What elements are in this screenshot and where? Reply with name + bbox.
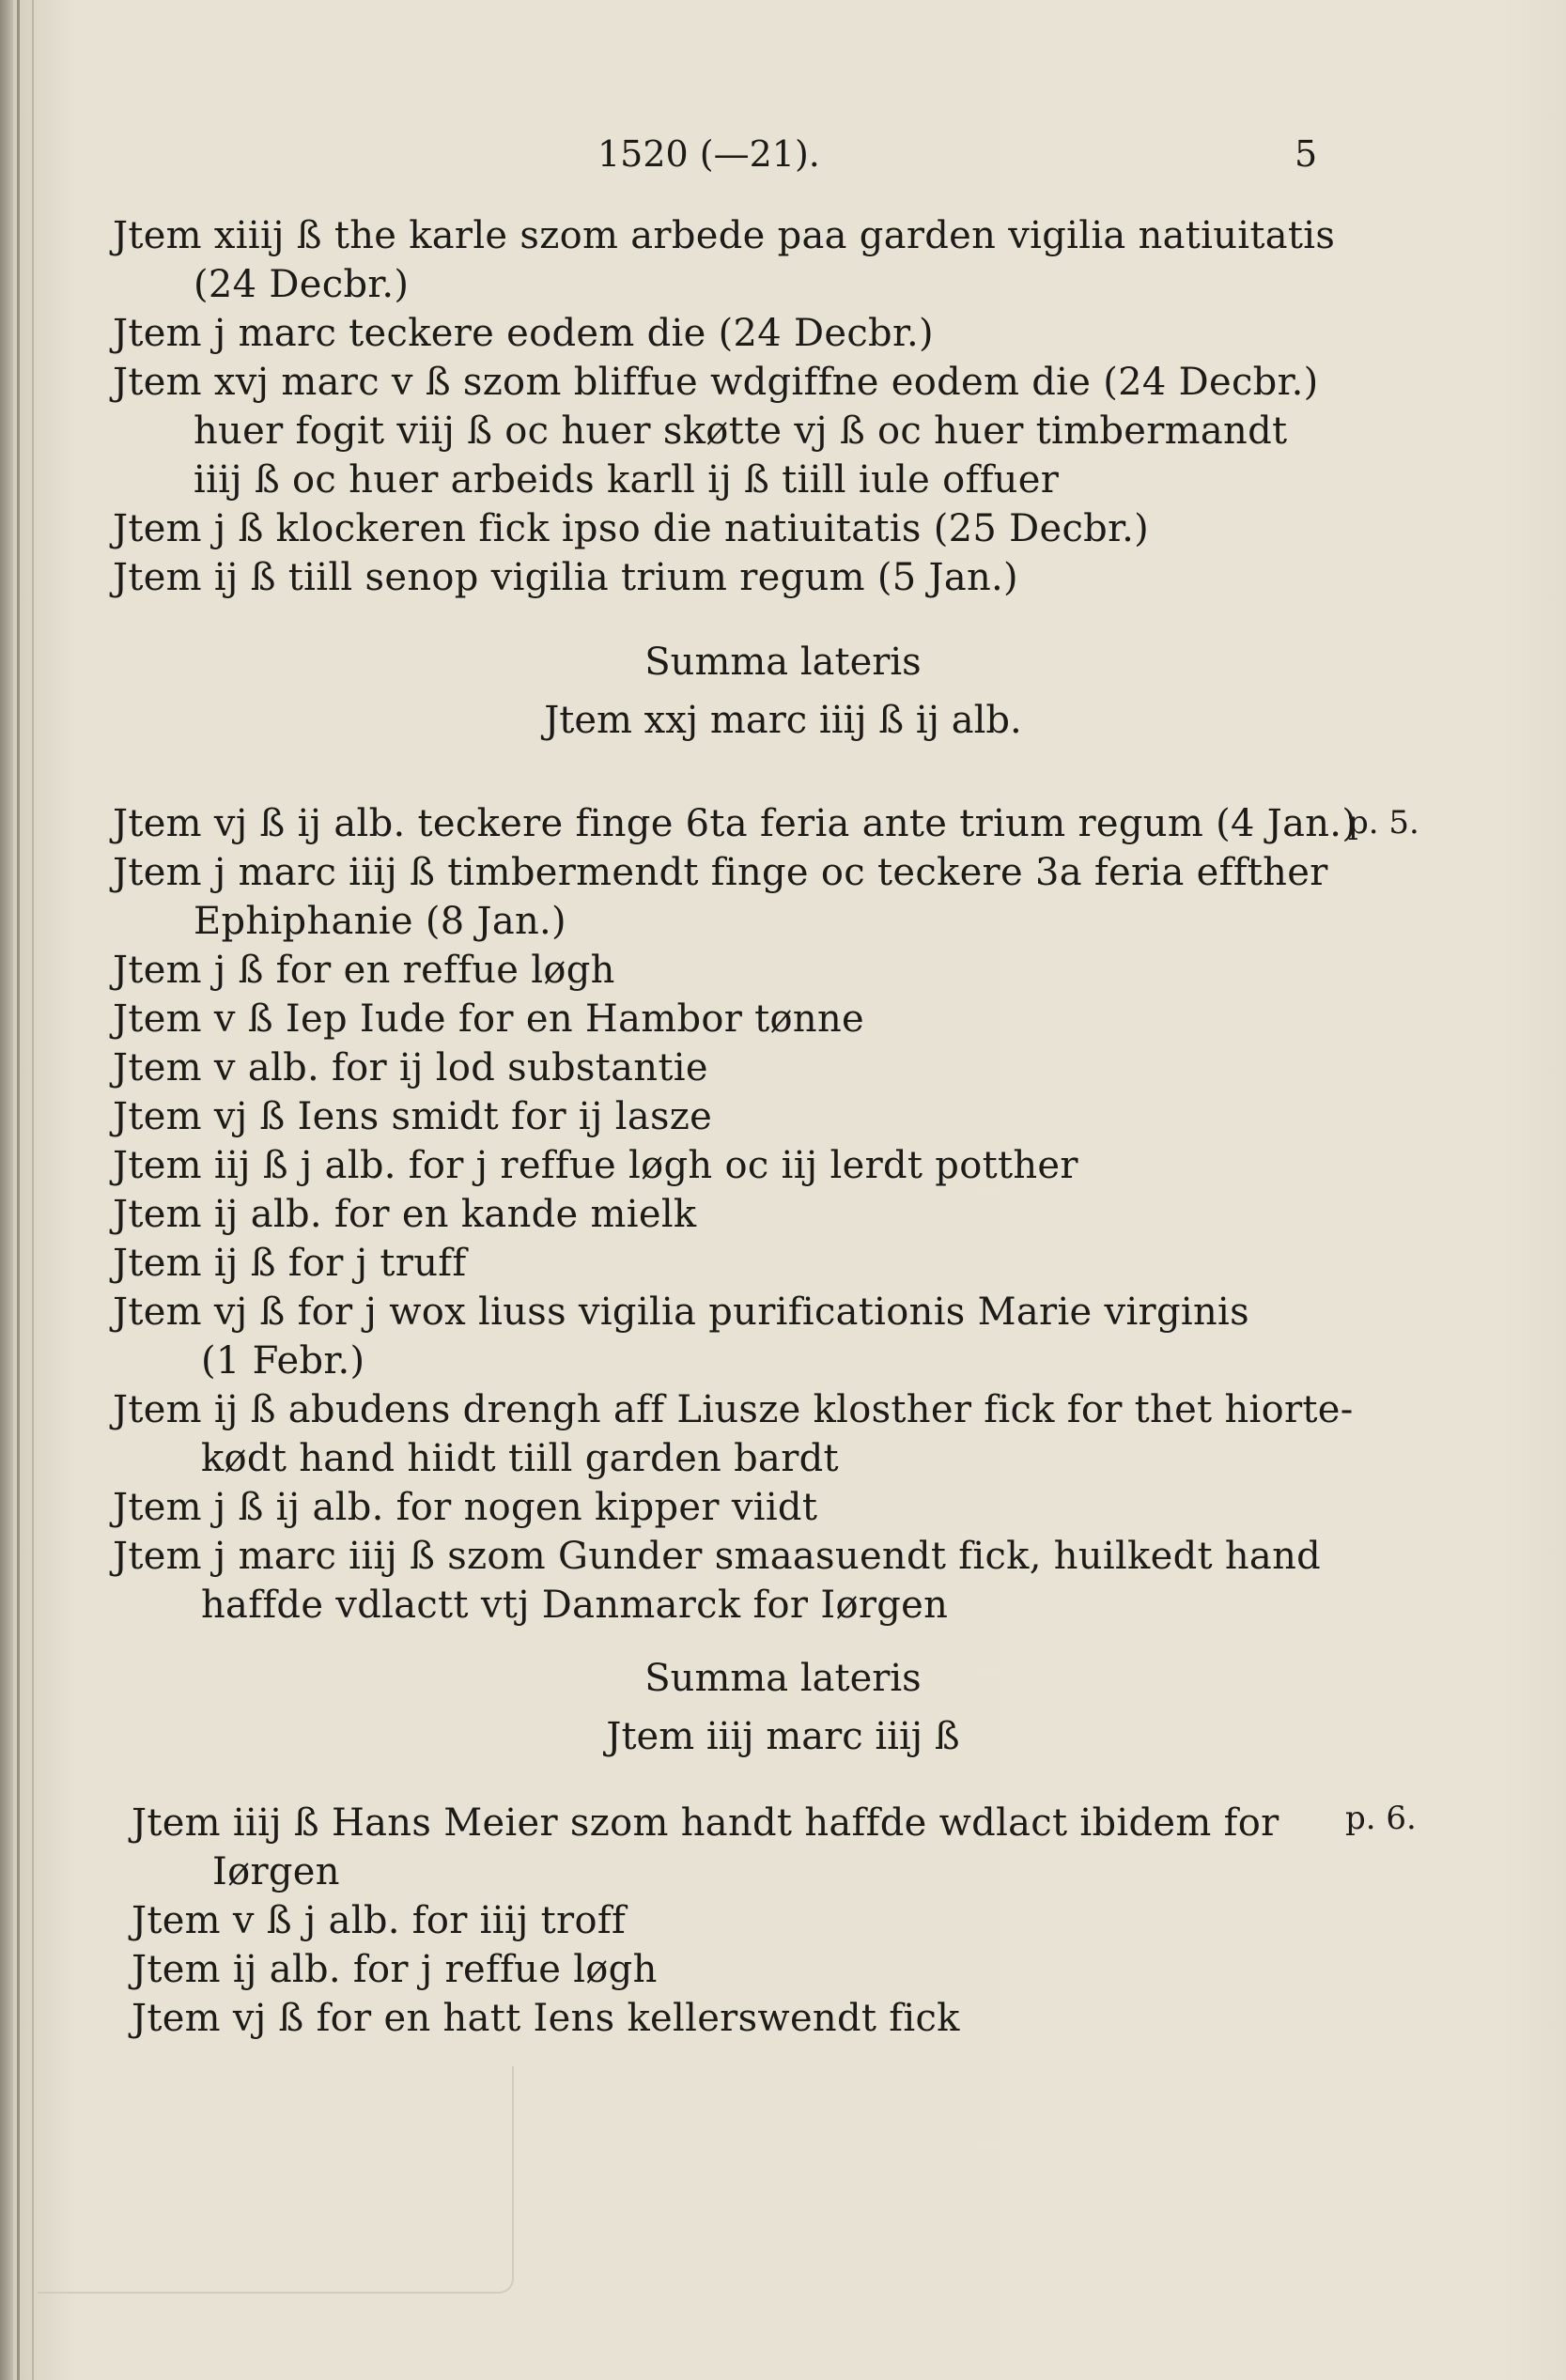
- entry-line: huer fogit viij ß oc huer skøtte vj ß oc huer timbermandt: [194, 410, 1288, 453]
- summa-lateris-label: Summa lateris: [644, 1657, 922, 1700]
- entry-line: Jtem xvj marc v ß szom bliffue wdgiffne eodem die (24 Decbr.): [113, 361, 1319, 404]
- entry-line: Jtem v ß Iep Iude for en Hambor tønne: [113, 997, 865, 1041]
- summa-lateris-total: Jtem xxj marc iiij ß ij alb.: [544, 699, 1022, 742]
- entry-line: (1 Febr.): [201, 1339, 365, 1383]
- entry-line: Jtem j ß klockeren fick ipso die natiuitatis (25 Decbr.): [113, 507, 1150, 550]
- entry-line: haffde vdlactt vtj Danmarck for Iørgen: [201, 1584, 949, 1627]
- margin-page-reference: p. 6.: [1345, 1800, 1417, 1837]
- entry-line: Jtem vj ß ij alb. teckere finge 6ta feria ante trium regum (4 Jan.): [113, 802, 1357, 845]
- summa-lateris-total: Jtem iiij marc iiij ß: [606, 1715, 960, 1758]
- entry-line: Jtem ij alb. for j reffue løgh: [132, 1948, 658, 1991]
- entry-line: Jtem vj ß Iens smidt for ij lasze: [113, 1095, 713, 1138]
- binding-line: [17, 0, 20, 2380]
- entry-line: Jtem xiiij ß the karle szom arbede paa garden vigilia natiuitatis: [113, 214, 1336, 257]
- entry-line: Ephiphanie (8 Jan.): [194, 900, 566, 943]
- entry-line: Jtem ij ß for j truff: [113, 1242, 467, 1285]
- entry-line: Jtem j ß ij alb. for nogen kipper viidt: [113, 1486, 818, 1529]
- entry-line: iiij ß oc huer arbeids karll ij ß tiill iule offuer: [194, 458, 1060, 502]
- entry-line: Iørgen: [212, 1850, 340, 1893]
- binding-line-secondary: [32, 0, 34, 2380]
- entry-line: kødt hand hiidt tiill garden bardt: [201, 1437, 839, 1480]
- entry-line: Jtem vj ß for j wox liuss vigilia purificationis Marie virginis: [113, 1290, 1249, 1334]
- entry-line: Jtem iij ß j alb. for j reffue løgh oc iij lerdt potther: [113, 1144, 1078, 1187]
- entry-line: Jtem v ß j alb. for iiij troff: [132, 1899, 627, 1942]
- entry-line: Jtem v alb. for ij lod substantie: [113, 1046, 708, 1090]
- binding-shadow: [0, 0, 13, 2380]
- entry-line: Jtem j marc teckere eodem die (24 Decbr.): [113, 312, 934, 355]
- margin-page-reference: p. 5.: [1348, 804, 1419, 842]
- entry-line: Jtem j marc iiij ß szom Gunder smaasuendt fick, huilkedt hand: [113, 1535, 1322, 1578]
- page-corner-strip: [38, 2066, 514, 2294]
- summa-lateris-label: Summa lateris: [644, 641, 922, 684]
- page-number: 5: [1295, 133, 1318, 175]
- entry-line: Jtem j marc iiij ß timbermendt finge oc teckere 3a feria effther: [113, 851, 1328, 894]
- entry-line: Jtem vj ß for en hatt Iens kellerswendt fick: [132, 1997, 960, 2040]
- entry-line: Jtem j ß for en reffue løgh: [113, 949, 615, 992]
- entry-line: Jtem iiij ß Hans Meier szom handt haffde wdlact ibidem for: [132, 1801, 1279, 1845]
- page-header: [0, 133, 1566, 180]
- entry-line: Jtem ij ß tiill senop vigilia trium regum (5 Jan.): [113, 556, 1018, 599]
- entry-line: Jtem ij ß abudens drengh aff Liusze klosther fick for thet hiorte-: [113, 1388, 1354, 1431]
- entry-line: Jtem ij alb. for en kande mielk: [113, 1193, 697, 1236]
- header-year: 1520 (—21).: [597, 133, 820, 175]
- entry-line: (24 Decbr.): [194, 263, 410, 306]
